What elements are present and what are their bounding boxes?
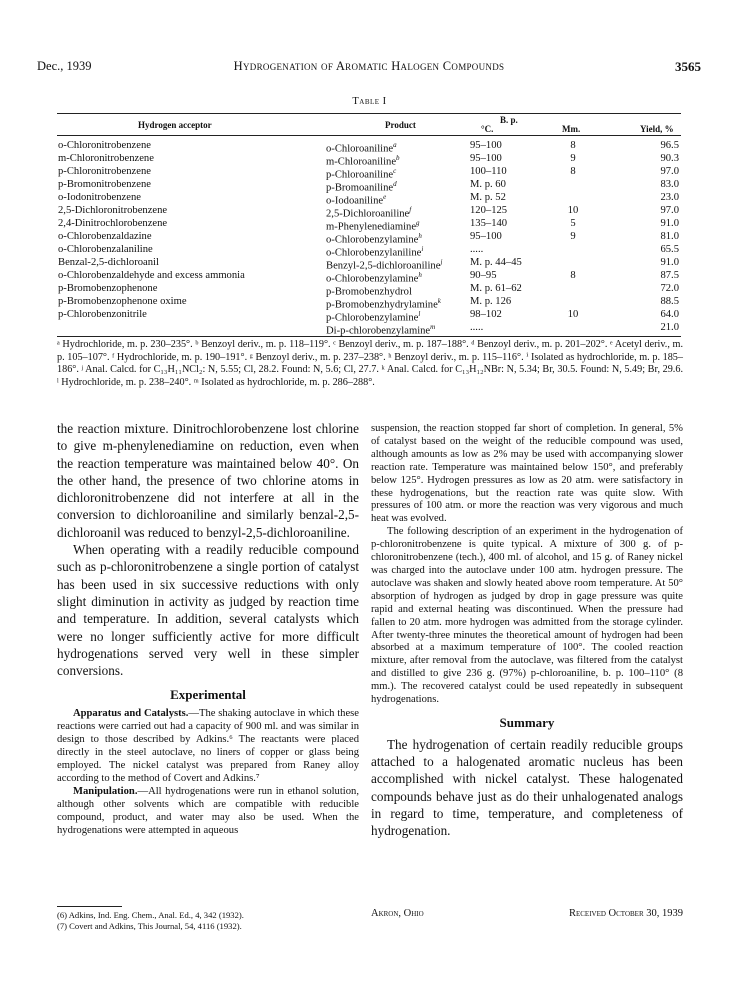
cell-product: o-Chlorobenzylamine$^h$: [326, 232, 422, 246]
cell-product: Di-p-chlorobenzylamine$^m$: [326, 323, 436, 337]
cell-bp: 95–100: [470, 140, 502, 151]
cell-yield: 87.5: [660, 270, 679, 281]
cell-acceptor: o-Chlorobenzaldehyde and excess ammonia: [58, 270, 245, 281]
header-bp: B. p.: [500, 115, 518, 125]
cell-yield: 64.0: [660, 309, 679, 320]
table-row: [0, 204, 739, 220]
cell-bp: 95–100: [470, 231, 502, 242]
cell-yield: 91.0: [660, 218, 679, 229]
cell-acceptor: p-Chloronitrobenzene: [58, 166, 151, 177]
cell-yield: 88.5: [660, 296, 679, 307]
apparatus-text: —The shaking autoclave in which these reactions were carried out had a capacity of 900 ml. and was similar in design to those described by Adkins.⁶ The reactants were placed directly in the steel autoclave, no liners of copper or glass being employed. The nickel catalyst was prepared from Raney alloy according to the method of Covert and Adkins.⁷: [57, 708, 359, 784]
footnote-marker: h: [418, 232, 422, 240]
table-row: [0, 230, 739, 246]
cell-product: p-Bromoaniline$^d$: [326, 180, 397, 194]
header-acceptor: Hydrogen acceptor: [138, 120, 212, 130]
place: Akron, Ohio: [371, 908, 424, 919]
cell-bp: M. p. 61–62: [470, 283, 522, 294]
cell-acceptor: p-Bromobenzophenone: [58, 283, 158, 294]
table-row: [0, 217, 739, 233]
table-row: [0, 243, 739, 259]
table-row: [0, 295, 739, 311]
cell-bp: 100–110: [470, 166, 507, 177]
table-row: [0, 256, 739, 272]
cell-mm: 5: [570, 218, 576, 229]
cell-mm: 8: [570, 166, 576, 177]
page-number: 3565: [675, 59, 701, 74]
cell-yield: 72.0: [660, 283, 679, 294]
references: [57, 910, 352, 932]
cell-bp: 90–95: [470, 270, 497, 281]
footnote-marker: m: [430, 323, 436, 331]
header-mm: Mm.: [562, 124, 581, 134]
cell-yield: 97.0: [660, 166, 679, 177]
right-column: [371, 423, 683, 840]
cell-acceptor: o-Iodonitrobenzene: [58, 192, 141, 203]
cell-product: o-Chlorobenzylamine$^h$: [326, 271, 422, 285]
cell-product: o-Chloroaniline$^a$: [326, 141, 397, 155]
cell-yield: 65.5: [660, 244, 679, 255]
footnote-marker: a: [393, 141, 397, 149]
cell-yield: 90.3: [660, 153, 679, 164]
cell-bp: .....: [470, 322, 484, 333]
apparatus-heading: Apparatus and Catalysts.: [73, 708, 189, 720]
footnote-marker: j: [440, 258, 443, 266]
cell-yield: 23.0: [660, 192, 679, 203]
cell-yield: 81.0: [660, 231, 679, 242]
header-yield: Yield, %: [640, 124, 674, 134]
cell-mm: 9: [570, 153, 576, 164]
footnote-marker: d: [393, 180, 397, 188]
footnote-marker: b: [396, 154, 400, 162]
cell-product: 2,5-Dichloroaniline$^f$: [326, 206, 412, 220]
cell-bp: 135–140: [470, 218, 508, 229]
table-caption: Table I: [352, 96, 387, 107]
footnote-marker: k: [437, 297, 441, 305]
footnote-marker: e: [383, 193, 387, 201]
left-column: [57, 420, 359, 837]
summary-heading: Summary: [499, 714, 555, 730]
cell-bp: M. p. 126: [470, 296, 512, 307]
footnote-marker: l: [418, 310, 421, 318]
cell-acceptor: p-Bromonitrobenzene: [58, 179, 151, 190]
table-row: [0, 191, 739, 207]
cell-acceptor: m-Chloronitrobenzene: [58, 153, 154, 164]
running-header: [37, 59, 701, 77]
experimental-heading: Experimental: [170, 687, 246, 703]
right-paragraph-2: The following description of an experiment in the hydrogenation of p-chloronitrobenzene is quite typical. A mixture of 300 g. of p-chloronitrobenzene (tech.), 400 ml. of alcohol, and 15 g. of Raney nickel was charged into the autoclave under 100 atm. hydrogen pressure. The autoclave was shaken and slowly heated above room temperature. At 50° absorption of hydrogen as judged by drop in gage pressure was quite rapid and external heating was discontinued. When the pressure had fallen to 20 atm. more hydrogen was admitted from the storage cylinder. After twenty-three minutes the theoretical amount of hydrogen had been absorbed at a maximum temperature of 100°. The cooled reaction mixture, after removal from the autoclave, was filtered from the catalyst and distilled to give 236 g. (97%) p-chloroaniline, b. p. 100–110° (8 mm.). The recovered catalyst could be used repeatedly in subsequent hydrogenations.: [371, 526, 683, 706]
cell-bp: M. p. 52: [470, 192, 506, 203]
cell-bp: 120–125: [470, 205, 508, 216]
cell-mm: 10: [567, 205, 579, 216]
header-bp-unit: °C.: [481, 124, 494, 134]
table-top-rule: [57, 113, 681, 114]
table-row: [0, 308, 739, 324]
cell-product: p-Bromobenzhydrol: [326, 286, 412, 298]
cell-acceptor: Benzal-2,5-dichloroanil: [58, 257, 159, 268]
cell-product: m-Phenylenediamine$^g$: [326, 219, 420, 233]
footnote-marker: c: [393, 167, 397, 175]
cell-mm: 8: [570, 270, 576, 281]
cell-yield: 91.0: [660, 257, 679, 268]
cell-yield: 97.0: [660, 205, 679, 216]
cell-bp: M. p. 60: [470, 179, 506, 190]
cell-product: o-Iodoaniline$^e$: [326, 193, 387, 207]
cell-product: Benzyl-2,5-dichloroaniline$^j$: [326, 258, 443, 272]
left-paragraph-2: When operating with a readily reducible compound such as p-chloronitrobenzene a single portion of catalyst has been used in six successive reductions with only slight diminution in activity as judged by reaction time and temperature. In addition, several catalysts which were no longer sufficiently active for more difficult hydrogenations served very well in these simpler conversions.: [57, 542, 359, 679]
table-row: [0, 165, 739, 181]
cell-yield: 21.0: [660, 322, 679, 333]
cell-yield: 96.5: [660, 140, 679, 151]
left-paragraph-1: the reaction mixture. Dinitrochlorobenzene lost chlorine to give m-phenylenediamine on reduction, even when the reaction temperature was maintained below 40°. On the other hand, the presence of two chlorine atoms in dichloronitrobenzene did not interfere at all in the conversion to dichloroaniline and similarly benzal-2,5-dichloroanil was reduced to benzyl-2,5-dichloroaniline.: [57, 421, 359, 540]
received-date: Received October 30, 1939: [568, 908, 683, 919]
table-row: [0, 269, 739, 285]
manipulation-text: —All hydrogenations were run in ethanol solution, although other solvents which are compatible with reducible compound, product, and water may also be used. When the hydrogenations were attempted in aqueous: [57, 785, 359, 836]
header-product: Product: [385, 120, 416, 130]
cell-product: p-Bromobenzhydrylamine$^k$: [326, 297, 441, 311]
cell-bp: 95–100: [470, 153, 502, 164]
footnote-marker: h: [418, 271, 422, 279]
cell-mm: 10: [567, 309, 579, 320]
table-row: [0, 321, 739, 337]
cell-mm: 9: [570, 231, 576, 242]
footnote-marker: g: [416, 219, 420, 227]
cell-acceptor: 2,4-Dinitrochlorobenzene: [58, 218, 168, 229]
cell-product: p-Chlorobenzylamine$^l$: [326, 310, 421, 324]
table-bottom-rule: [57, 336, 681, 337]
right-paragraph-1: suspension, the reaction stopped far short of completion. In general, 5% of catalyst based on the weight of the reducible compound was used, although amounts as low as 2% may be used with accompanying slower reaction rate. Temperature was maintained below 150°, and preferably below 125°. Hydrogen pressures as low as 20 atm. were satisfactory in these hydrogenations, but the reaction rate was quite slow. With pressures of 100 atm. or more the reaction was very vigorous and much heat was evolved.: [371, 423, 683, 525]
table-row: [0, 152, 739, 168]
cell-acceptor: p-Chlorobenzonitrile: [58, 309, 147, 320]
table-footnotes: ᵃ Hydrochloride, m. p. 230–235°. ᵇ Benzoyl deriv., m. p. 118–119°. ᶜ Benzoyl deriv., m. p. 187–188°. ᵈ Benzoyl deriv., m. p. 201–202°. ᵉ Acetyl deriv., m. p. 105–107°. ᶠ Hydrochloride, m. p. 190–191°. ᵍ Benzoyl deriv., m. p. 237–238°. ʰ Benzoyl deriv., m. p. 115–116°. ⁱ Isolated as hydrochloride, m. p. 185–186°. ʲ Anal. Calcd. for C₁₃H₁₁NCl₂: N, 5.55; Cl, 28.2. Found: N, 5.6; Cl, 27.7. ᵏ Anal. Calcd. for C₁₃H₁₂NBr: N, 5.34; Br, 30.5. Found: N, 5.49; Br, 29.6. ˡ Hydrochloride, m. p. 238–240°. ᵐ Isolated as hydrochloride, m. p. 286–288°.: [57, 339, 683, 388]
table-header-rule: [57, 135, 681, 136]
manipulation-heading: Manipulation.: [73, 785, 138, 797]
footnote-marker: i: [421, 245, 424, 253]
cell-yield: 83.0: [660, 179, 679, 190]
cell-acceptor: o-Chlorobenzalaniline: [58, 244, 153, 255]
cell-bp: M. p. 44–45: [470, 257, 522, 268]
footnote-marker: f: [409, 206, 412, 214]
cell-acceptor: o-Chlorobenzaldazine: [58, 231, 152, 242]
cell-product: o-Chlorobenzylaniline$^i$: [326, 245, 424, 259]
cell-product: p-Chloroaniline$^c$: [326, 167, 397, 181]
table-row: [0, 139, 739, 155]
reference-6: (6) Adkins, Ind. Eng. Chem., Anal. Ed., 4, 342 (1932).: [57, 910, 244, 920]
cell-acceptor: o-Chloronitrobenzene: [58, 140, 151, 151]
reference-7: (7) Covert and Adkins, This Journal, 54, 4116 (1932).: [57, 921, 242, 931]
cell-acceptor: p-Bromobenzophenone oxime: [58, 296, 187, 307]
cell-product: m-Chloroaniline$^b$: [326, 154, 400, 168]
cell-acceptor: 2,5-Dichloronitrobenzene: [58, 205, 168, 216]
footnote-rule: [57, 906, 122, 907]
summary-text: The hydrogenation of certain readily reducible groups attached to a halogenated aromatic nucleus has been accomplished with nickel catalyst. These halogenated compounds behave just as do their unhalogenated analogs in regard to time, temperature, and completeness of hydrogenation.: [371, 736, 683, 839]
cell-mm: 8: [570, 140, 576, 151]
cell-bp: 98–102: [470, 309, 502, 320]
cell-bp: .....: [470, 244, 484, 255]
header-date: Dec., 1939: [37, 59, 92, 73]
table-row: [0, 178, 739, 194]
table-row: [0, 282, 739, 298]
header-title: Hydrogenation of Aromatic Halogen Compounds: [233, 59, 505, 73]
